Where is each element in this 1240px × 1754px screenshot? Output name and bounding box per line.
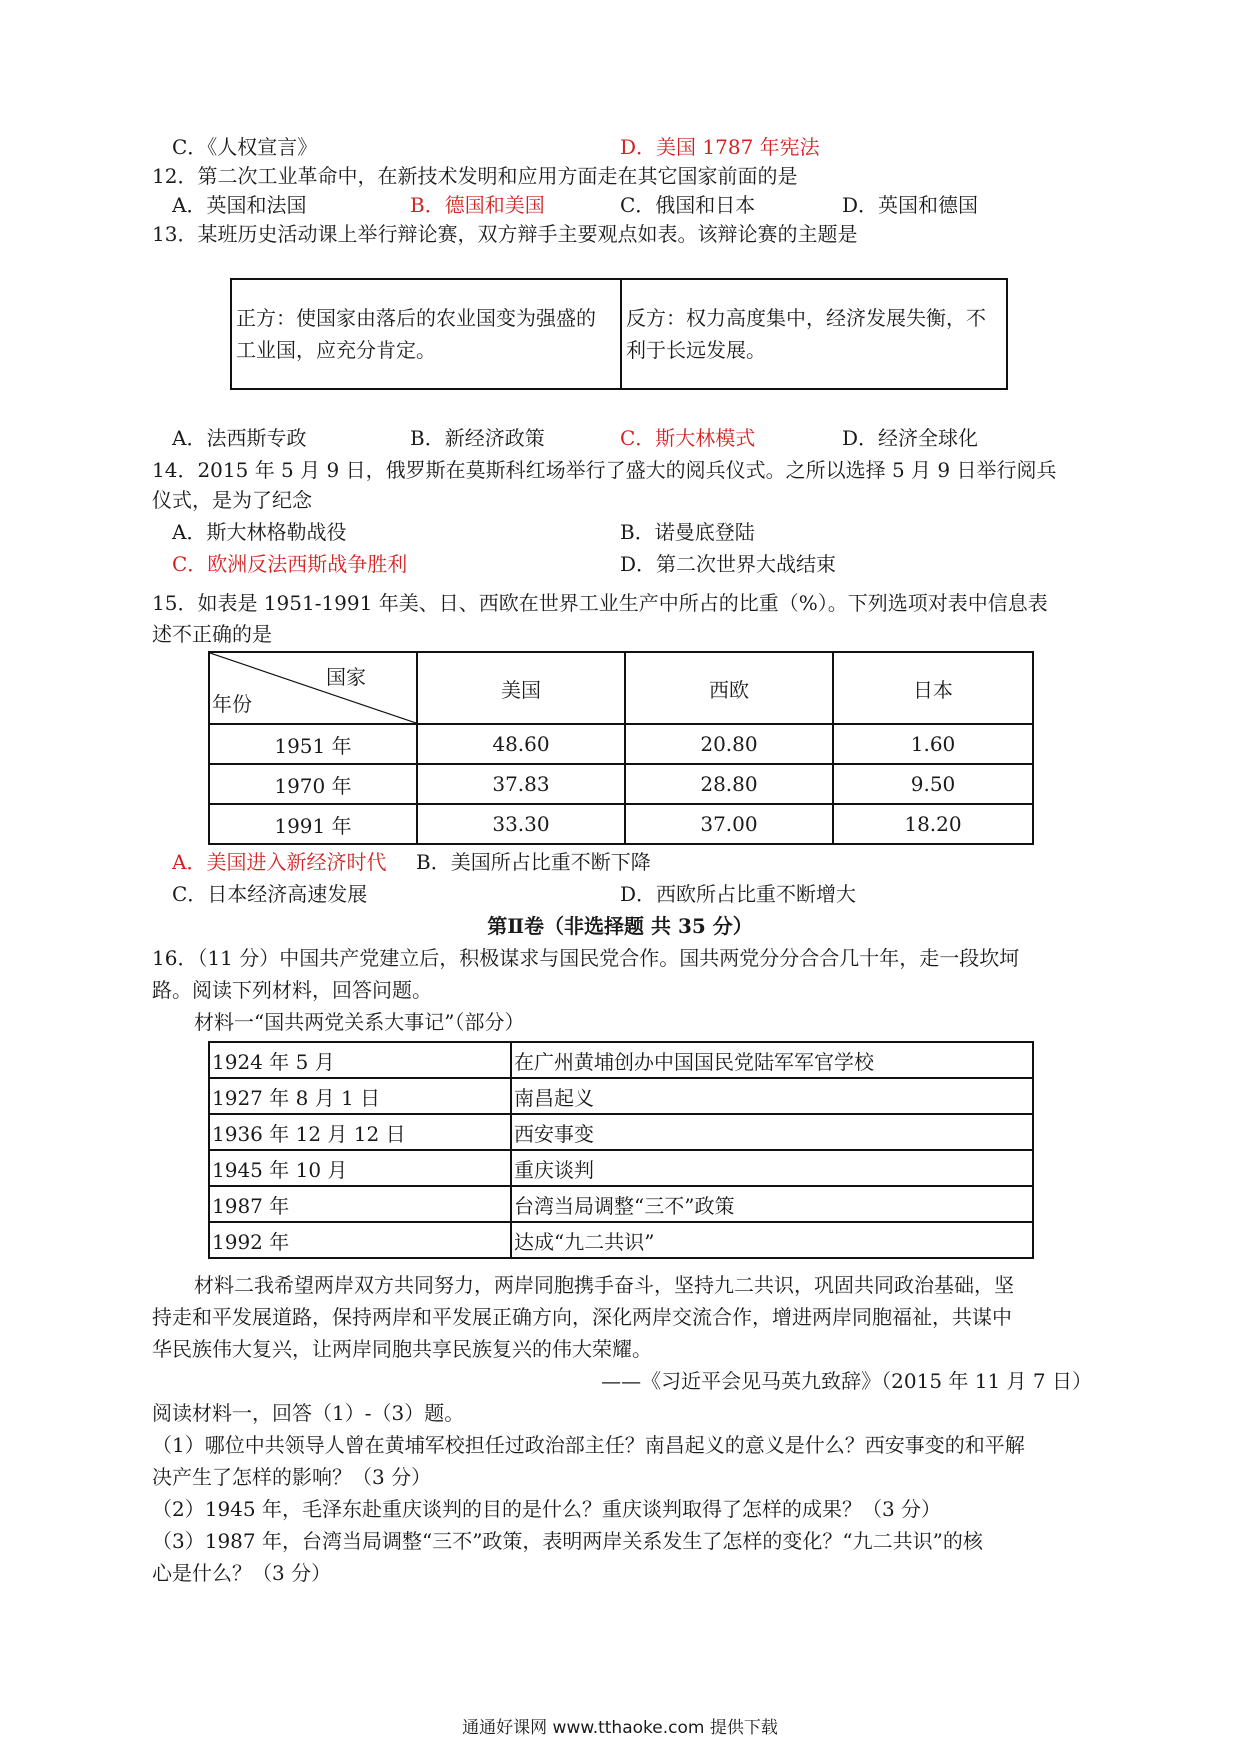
q15-option-a: A．美国进入新经济时代 xyxy=(172,850,387,874)
q16-material2-line2: 持走和平发展道路，保持两岸和平发展正确方向，深化两岸交流合作，增进两岸同胞福祉，共谋中 xyxy=(152,1305,1012,1329)
event-desc: 西安事变 xyxy=(511,1114,1033,1150)
q15-option-d: D．西欧所占比重不断增大 xyxy=(620,882,857,906)
q15-cell: 48.60 xyxy=(417,724,625,764)
q15-cell: 1.60 xyxy=(833,724,1033,764)
q13-option-a: A．法西斯专政 xyxy=(172,426,307,450)
q16-subq3-line2: 心是什么？（3 分） xyxy=(152,1561,332,1585)
q13-negative-line2: 利于长远发展。 xyxy=(626,338,766,362)
q16-material1-title: 材料一“国共两党关系大事记”（部分） xyxy=(194,1010,525,1034)
q14-option-a: A．斯大林格勒战役 xyxy=(172,520,347,544)
q16-material2-line3: 华民族伟大复兴，让两岸同胞共享民族复兴的伟大荣耀。 xyxy=(152,1337,652,1361)
q16-subq2: （2）1945 年，毛泽东赴重庆谈判的目的是什么？重庆谈判取得了怎样的成果？（3 分） xyxy=(152,1497,942,1521)
q15-header-year: 年份 xyxy=(212,692,252,716)
table-row xyxy=(209,1042,1033,1078)
q16-stem-line2: 路。阅读下列材料，回答问题。 xyxy=(152,978,432,1002)
q13-option-c: C．斯大林模式 xyxy=(620,426,756,450)
table-row xyxy=(209,1078,1033,1114)
q15-industry-share-table xyxy=(208,651,1034,845)
q15-row-year: 1951 年 xyxy=(209,724,417,764)
q14-stem-line1: 14．2015 年 5 月 9 日，俄罗斯在莫斯科红场举行了盛大的阅兵仪式。之所以选择 5 月 9 日举行阅兵 xyxy=(152,458,1057,482)
q16-stem-line1: 16．（11 分）中国共产党建立后，积极谋求与国民党合作。国共两党分分合合几十年，走一段坎坷 xyxy=(152,946,1020,970)
q11-option-c: C．《人权宣言》 xyxy=(172,135,318,159)
q15-cell: 33.30 xyxy=(417,804,625,844)
table-row xyxy=(209,1186,1033,1222)
q15-col-japan: 日本 xyxy=(833,652,1033,724)
event-date: 1992 年 xyxy=(209,1222,511,1258)
q15-cell: 37.83 xyxy=(417,764,625,804)
event-desc: 在广州黄埔创办中国国民党陆军军官学校 xyxy=(511,1042,1033,1078)
q16-instruction: 阅读材料一，回答（1）-（3）题。 xyxy=(152,1401,465,1425)
table-row xyxy=(209,764,1033,804)
q14-option-b: B．诺曼底登陆 xyxy=(620,520,755,544)
q15-header-country: 国家 xyxy=(326,665,366,689)
q12-option-c: C．俄国和日本 xyxy=(620,193,756,217)
event-desc: 南昌起义 xyxy=(511,1078,1033,1114)
event-date: 1945 年 10 月 xyxy=(209,1150,511,1186)
q16-subq1-line2: 决产生了怎样的影响？（3 分） xyxy=(152,1465,432,1489)
q15-row-year: 1970 年 xyxy=(209,764,417,804)
event-date: 1924 年 5 月 xyxy=(209,1042,511,1078)
q12-option-a: A．英国和法国 xyxy=(172,193,307,217)
q13-option-d: D．经济全球化 xyxy=(842,426,979,450)
event-date: 1927 年 8 月 1 日 xyxy=(209,1078,511,1114)
q15-cell: 37.00 xyxy=(625,804,833,844)
q15-cell: 20.80 xyxy=(625,724,833,764)
q15-stem-line1: 15．如表是 1951-1991 年美、日、西欧在世界工业生产中所占的比重（%）。下列选项对表中信息表 xyxy=(152,591,1048,615)
q14-option-d: D．第二次世界大战结束 xyxy=(620,552,837,576)
table-row xyxy=(209,1114,1033,1150)
q15-cell: 9.50 xyxy=(833,764,1033,804)
q15-option-b: B．美国所占比重不断下降 xyxy=(416,850,651,874)
q15-option-c: C．日本经济高速发展 xyxy=(172,882,368,906)
q12-option-b: B．德国和美国 xyxy=(410,193,545,217)
page-footer: 通通好课网 www.tthaoke.com 提供下载 xyxy=(462,1718,778,1738)
event-date: 1987 年 xyxy=(209,1186,511,1222)
q12-stem: 12．第二次工业革命中，在新技术发明和应用方面走在其它国家前面的是 xyxy=(152,164,798,188)
section-2-title: 第Ⅱ卷（非选择题 共 35 分） xyxy=(487,914,753,938)
q11-option-d: D．美国 1787 年宪法 xyxy=(620,135,820,159)
table-row xyxy=(209,804,1033,844)
q15-row-year: 1991 年 xyxy=(209,804,417,844)
q12-option-d: D．英国和德国 xyxy=(842,193,979,217)
table-row xyxy=(209,1222,1033,1258)
q13-affirmative-line1: 正方：使国家由落后的农业国变为强盛的 xyxy=(236,306,596,330)
q15-col-west-europe: 西欧 xyxy=(625,652,833,724)
q13-debate-table xyxy=(230,278,1008,390)
q15-col-usa: 美国 xyxy=(417,652,625,724)
q16-events-table xyxy=(208,1041,1034,1259)
q16-material2-line1: 材料二我希望两岸双方共同努力，两岸同胞携手奋斗，坚持九二共识，巩固共同政治基础，坚 xyxy=(194,1273,1014,1297)
q13-option-b: B．新经济政策 xyxy=(410,426,545,450)
q15-stem-line2: 述不正确的是 xyxy=(152,622,272,646)
q15-cell: 18.20 xyxy=(833,804,1033,844)
q16-material2-source: ——《习近平会见马英九致辞》（2015 年 11 月 7 日） xyxy=(601,1369,1092,1393)
event-desc: 台湾当局调整“三不”政策 xyxy=(511,1186,1033,1222)
event-date: 1936 年 12 月 12 日 xyxy=(209,1114,511,1150)
q13-affirmative-line2: 工业国，应充分肯定。 xyxy=(236,338,436,362)
q14-option-c: C．欧洲反法西斯战争胜利 xyxy=(172,552,408,576)
q13-negative-line1: 反方：权力高度集中，经济发展失衡，不 xyxy=(626,306,986,330)
q15-cell: 28.80 xyxy=(625,764,833,804)
q16-subq1-line1: （1）哪位中共领导人曾在黄埔军校担任过政治部主任？南昌起义的意义是什么？西安事变的和平解 xyxy=(152,1433,1025,1457)
table-row xyxy=(209,1150,1033,1186)
event-desc: 重庆谈判 xyxy=(511,1150,1033,1186)
table-row xyxy=(209,724,1033,764)
event-desc: 达成“九二共识” xyxy=(511,1222,1033,1258)
q16-subq3-line1: （3）1987 年，台湾当局调整“三不”政策，表明两岸关系发生了怎样的变化？“九二共识”的核 xyxy=(152,1529,983,1553)
q14-stem-line2: 仪式，是为了纪念 xyxy=(152,488,312,512)
q13-stem: 13．某班历史活动课上举行辩论赛，双方辩手主要观点如表。该辩论赛的主题是 xyxy=(152,222,858,246)
q15-header-diagonal-cell xyxy=(209,652,417,724)
